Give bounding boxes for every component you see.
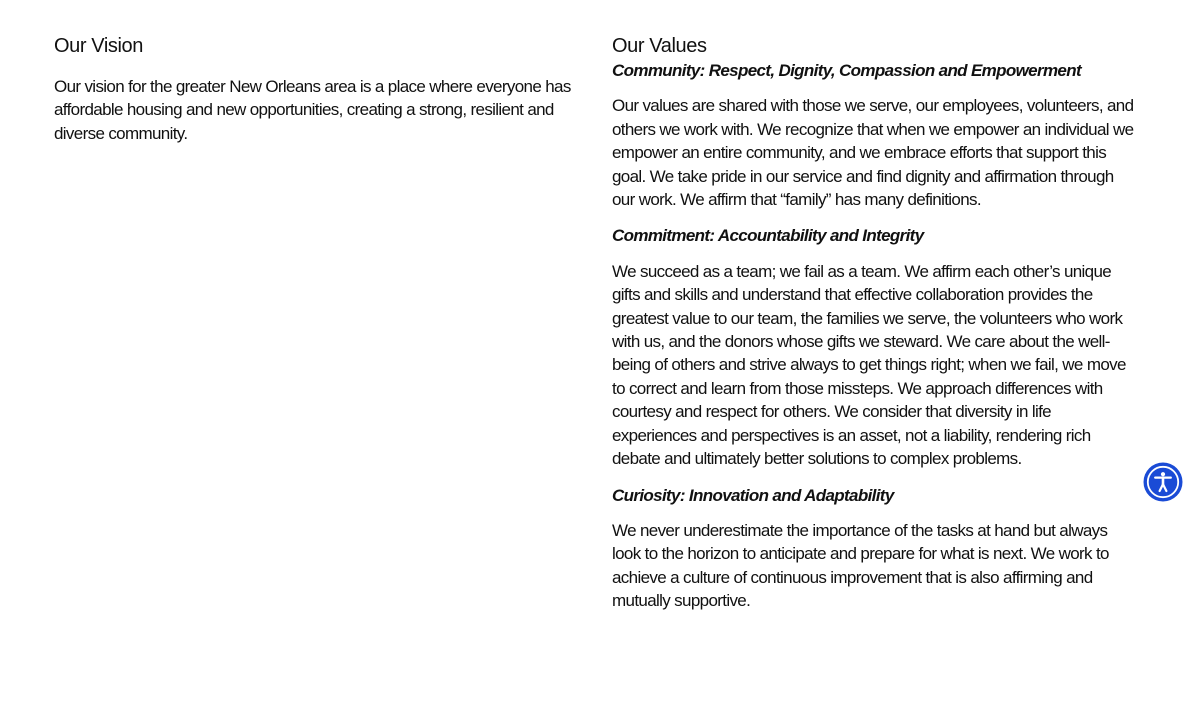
value-text: We never underestimate the importance of the tasks at hand but always look to the horizon to anticipate and prepare for what is next. We work to achieve a culture of continuous improvement that is also affirming and mutually supportive.: [612, 520, 1109, 611]
vision-section: [54, 33, 579, 145]
value-title: Curiosity: Innovation and Adaptability: [612, 485, 894, 505]
value-title: Community: Respect, Dignity, Compassion and Empowerment: [612, 61, 1081, 80]
vision-text: Our vision for the greater New Orleans area is a place where everyone has affordable housing and new opportunities, creating a strong, resilient and diverse community.: [54, 77, 571, 143]
values-section: [612, 33, 1137, 613]
value-community: [612, 59, 1137, 211]
values-heading: Our Values: [612, 35, 707, 57]
vision-heading: Our Vision: [54, 35, 144, 57]
value-text: We succeed as a team; we fail as a team. We affirm each other’s unique gifts and skills and understand that effective collaboration provides the greatest value to our team, the families we serve, the volunteers who work with us, and the donors whose gifts we steward. We care about the well-being of others and strive always to get things right; when we fail, we move to correct and learn from those missteps. We approach differences with courtesy and respect for others. We consider that diversity in life experiences and perspectives is an asset, not a liability, rendering rich debate and ultimately better solutions to complex problems.: [612, 261, 1126, 469]
value-commitment: [612, 224, 1137, 470]
value-title: Commitment: Accountability and Integrity: [612, 226, 924, 246]
value-text: Our values are shared with those we serve, our employees, volunteers, and others we work with. We recognize that when we empower an individual we empower an entire community, and we embrace efforts that support this goal. We take pride in our service and find dignity and affirmation through our work. We affirm that “family” has many definitions.: [612, 96, 1134, 210]
accessibility-button[interactable]: [1143, 462, 1183, 502]
accessibility-icon: [1143, 462, 1183, 502]
value-curiosity: [612, 484, 1137, 613]
